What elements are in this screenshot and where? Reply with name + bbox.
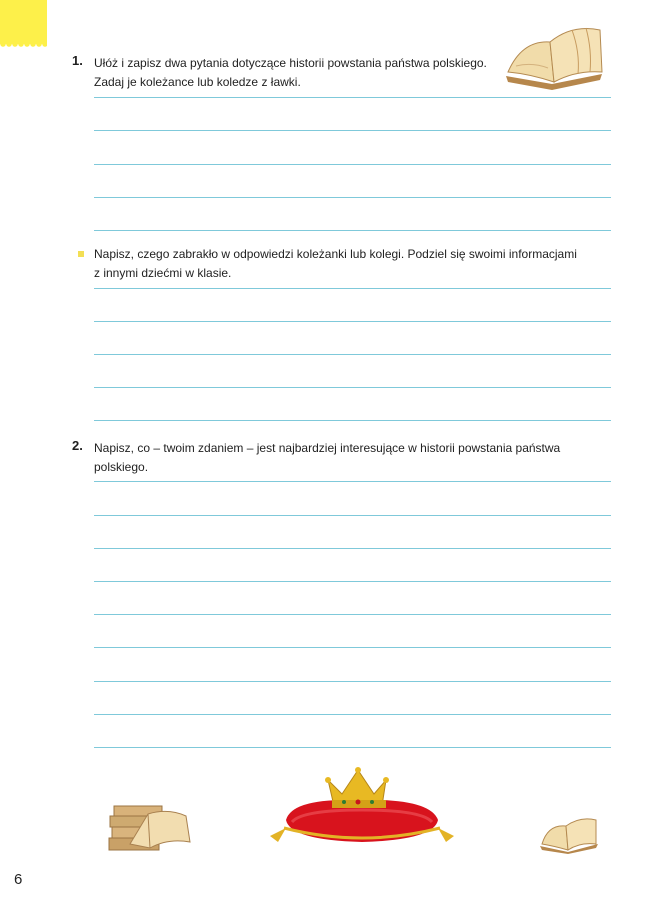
writing-line[interactable] [94,197,611,198]
writing-line[interactable] [94,354,611,355]
stacked-books-icon [106,804,192,854]
writing-line[interactable] [94,647,611,648]
small-open-book-icon [538,814,600,854]
writing-line[interactable] [94,420,611,421]
task-1-text-line-2: Zadaj je koleżance lub koledze z ławki. [94,75,301,89]
writing-line[interactable] [94,230,611,231]
writing-line[interactable] [94,614,611,615]
writing-line[interactable] [94,681,611,682]
page-corner-tab [0,0,47,44]
writing-line[interactable] [94,714,611,715]
subtask-text-line-2: z innymi dziećmi w klasie. [94,266,232,280]
writing-line[interactable] [94,747,611,748]
open-book-icon [502,22,608,90]
writing-line[interactable] [94,515,611,516]
writing-line[interactable] [94,387,611,388]
task-1-number: 1. [72,53,83,68]
writing-line[interactable] [94,288,611,289]
writing-line[interactable] [94,164,611,165]
task-2-text-line-1: Napisz, co – twoim zdaniem – jest najbardziej interesujące w historii powstania państwa [94,441,561,455]
writing-line[interactable] [94,581,611,582]
writing-line[interactable] [94,321,611,322]
writing-line[interactable] [94,97,611,98]
task-2-text-line-2: polskiego. [94,460,149,474]
task-1-text-line-1: Ułóż i zapisz dwa pytania dotyczące historii powstania państwa polskiego. [94,56,487,70]
task-2-number: 2. [72,438,83,453]
writing-line[interactable] [94,548,611,549]
subtask-text-line-1: Napisz, czego zabrakło w odpowiedzi koleżanki lub kolegi. Podziel się swoimi informacjami [94,247,577,261]
writing-line[interactable] [94,130,611,131]
writing-line[interactable] [94,481,611,482]
page-number: 6 [14,871,23,888]
bullet-square [78,251,84,257]
crown-on-pillow-icon [262,762,462,854]
